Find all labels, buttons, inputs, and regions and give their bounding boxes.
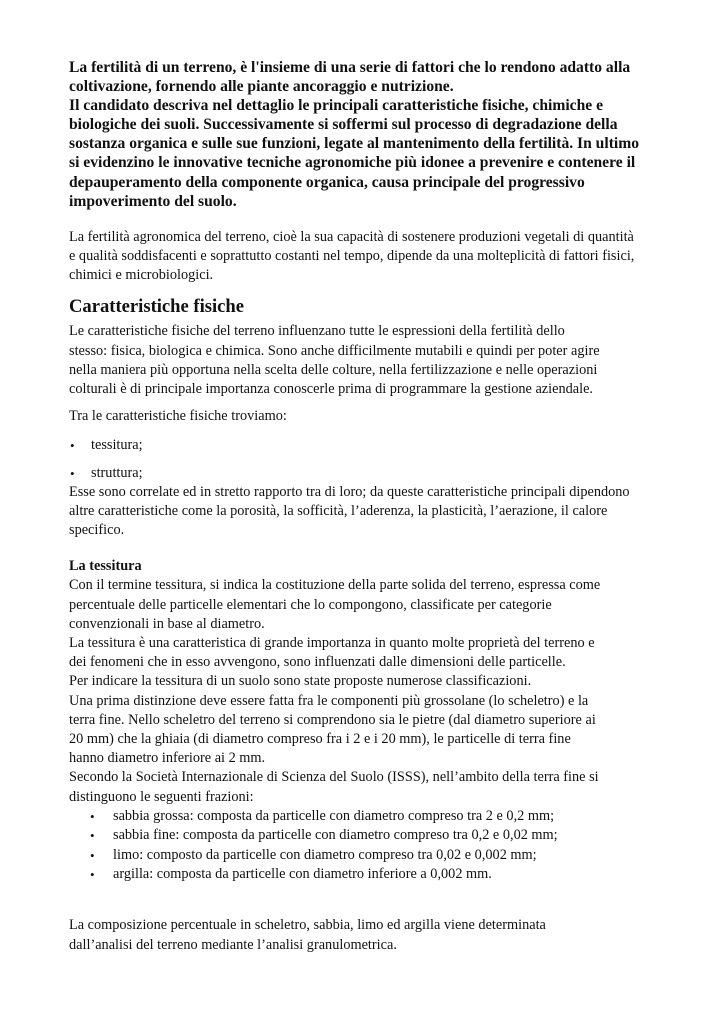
question-line: biologiche dei suoli. Successivamente si soffermi sul processo di degradazione della xyxy=(69,116,618,134)
intro-line: e qualità soddisfacenti e soprattutto costanti nel tempo, dipende da una molteplicità di fattori fisici, xyxy=(69,247,635,264)
section-paragraph xyxy=(69,322,659,399)
paragraph-line: Con il termine tessitura, si indica la costituzione della parte solida del terreno, espressa come xyxy=(69,577,601,594)
question-line: Il candidato descriva nel dettaglio le principali caratteristiche fisiche, chimiche e xyxy=(69,97,604,115)
paragraph-line: dei fenomeni che in esso avvengono, sono influenzati dalle dimensioni delle particelle. xyxy=(69,654,566,671)
list-item: • tessitura; xyxy=(69,436,659,455)
subsection-heading: La tessitura xyxy=(69,558,142,575)
question-line: sostanza organica e sulle sue funzioni, legate al mantenimento della fertilità. In ultimo xyxy=(69,135,640,153)
question-line: impoverimento del suolo. xyxy=(69,192,237,210)
paragraph-line: stesso: fisica, biologica e chimica. Sono anche difficilmente mutabili e quindi per poter agire xyxy=(69,342,600,359)
question-line: si evidenzino le innovative tecniche agronomiche più idonee a prevenire e contenere il xyxy=(69,154,636,172)
exam-question xyxy=(69,58,659,211)
after-list-paragraph xyxy=(69,483,659,541)
question-line: La fertilità di un terreno, è l'insieme di una serie di fattori che lo rendono adatto alla xyxy=(69,59,631,76)
paragraph-line: colturali è di principale importanza conoscerle prima di programmare la gestione aziendale. xyxy=(69,380,593,397)
fraction-item: • sabbia grossa: composta da particelle con diametro compreso tra 2 e 0,2 mm; xyxy=(69,807,659,826)
paragraph-line: altre caratteristiche come la porosità, la sofficità, l’aderenza, la plasticità, l’aerazione, il calore xyxy=(69,502,608,519)
paragraph-line: Esse sono correlate ed in stretto rapporto tra di loro; da queste caratteristiche principali dipendono xyxy=(69,483,630,500)
closing-paragraph xyxy=(69,916,659,954)
paragraph-line: La composizione percentuale in scheletro, sabbia, limo ed argilla viene determinata xyxy=(69,917,546,934)
paragraph-line: convenzionali in base al diametro. xyxy=(69,615,265,632)
paragraph-line: dall’analisi del terreno mediante l’analisi granulometrica. xyxy=(69,936,397,953)
paragraph-line: Secondo la Società Internazionale di Scienza del Suolo (ISSS), nell’ambito della terra fine si xyxy=(69,769,599,786)
question-line: depauperamento della componente organica, causa principale del progressivo xyxy=(69,173,585,191)
section-heading: Caratteristiche fisiche xyxy=(69,296,245,318)
paragraph-line: terra fine. Nello scheletro del terreno si comprendono sia le pietre (dal diametro superiore ai xyxy=(69,711,596,728)
fraction-item: • argilla: composta da particelle con diametro inferiore a 0,002 mm. xyxy=(69,865,659,884)
paragraph-line: nella maniera più opportuna nella scelta delle colture, nella fertilizzazione e nelle operazioni xyxy=(69,361,598,378)
document-page xyxy=(69,58,659,955)
paragraph-line: Le caratteristiche fisiche del terreno influenzano tutte le espressioni della fertilità dello xyxy=(69,323,565,340)
paragraph-line: La tessitura è una caratteristica di grande importanza in quanto molte proprietà del terreno e xyxy=(69,635,595,651)
paragraph-line: Per indicare la tessitura di un suolo sono state proposte numerose classificazioni. xyxy=(69,673,532,690)
paragraph-line: Una prima distinzione deve essere fatta fra le componenti più grossolane (lo scheletro) e la xyxy=(69,692,589,709)
fraction-item: • sabbia fine: composta da particelle con diametro compreso tra 0,2 e 0,02 mm; xyxy=(69,826,659,845)
tessitura-paragraph xyxy=(69,576,659,806)
list-item: • struttura; xyxy=(69,464,659,483)
fractions-list xyxy=(69,807,659,885)
paragraph-line: specifico. xyxy=(69,522,125,539)
list-intro: Tra le caratteristiche fisiche troviamo: xyxy=(69,408,287,425)
characteristics-list xyxy=(69,436,659,482)
paragraph-line: hanno diametro inferiore ai 2 mm. xyxy=(69,750,266,767)
fraction-item: • limo: composto da particelle con diametro compreso tra 0,02 e 0,002 mm; xyxy=(69,846,659,865)
paragraph-line: 20 mm) che la ghiaia (di diametro compreso fra i 2 e i 20 mm), le particelle di terra fine xyxy=(69,731,571,748)
question-line: coltivazione, fornendo alle piante ancoraggio e nutrizione. xyxy=(69,78,454,96)
intro-line: La fertilità agronomica del terreno, cioè la sua capacità di sostenere produzioni vegetali di quantità xyxy=(69,228,634,245)
paragraph-line: percentuale delle particelle elementari che lo compongono, classificate per categorie xyxy=(69,596,552,613)
paragraph-line: distinguono le seguenti frazioni: xyxy=(69,788,254,805)
intro-line: chimici e microbiologici. xyxy=(69,267,214,284)
intro-paragraph xyxy=(69,228,659,286)
